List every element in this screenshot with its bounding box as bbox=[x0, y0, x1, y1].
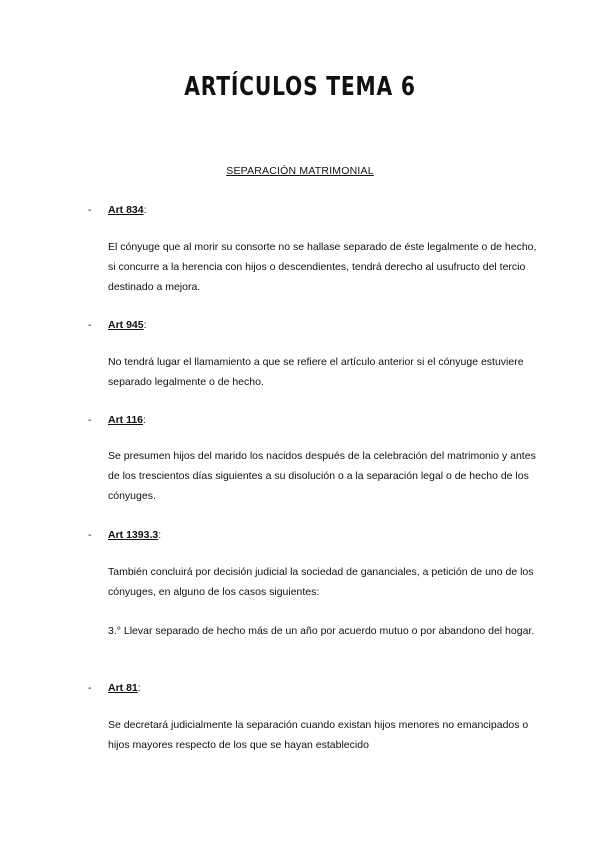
article-colon: : bbox=[143, 204, 147, 216]
article-label: Art 81 bbox=[108, 682, 138, 694]
article-label: Art 116 bbox=[108, 414, 144, 426]
article-paragraph: 3.° Llevar separado de hecho más de un año por acuerdo mutuo o por abandono del hogar. bbox=[108, 625, 535, 637]
page-title: ARTÍCULOS TEMA 6 bbox=[184, 72, 416, 102]
article-colon: : bbox=[143, 414, 146, 426]
article-paragraph: No tendrá lugar el llamamiento a que se refiere el artículo anterior si el cónyuge estuviere separado legalmente o de hecho. bbox=[108, 356, 524, 388]
article-label: Art 945 bbox=[108, 319, 144, 331]
bullet-dash: - bbox=[88, 414, 92, 426]
article-heading-1393-3 bbox=[88, 529, 161, 541]
section-subtitle: SEPARACIÓN MATRIMONIAL bbox=[226, 165, 374, 177]
article-paragraph: El cónyuge que al morir su consorte no se hallase separado de éste legalmente o de hecho, si concurre a la herencia con hijos o descendientes, tendrá derecho al usufructo del tercio destinado a mejora. bbox=[108, 241, 537, 293]
bullet-dash: - bbox=[88, 319, 92, 331]
article-paragraph: También concluirá por decisión judicial la sociedad de gananciales, a petición de uno de los cónyuges, en alguno de los casos siguientes: bbox=[108, 566, 534, 598]
article-paragraph: Se decretará judicialmente la separación cuando existan hijos menores no emancipados o hijos mayores respecto de los que se hayan establecido bbox=[108, 719, 529, 751]
article-colon: : bbox=[158, 529, 162, 541]
bullet-dash: - bbox=[88, 682, 92, 694]
article-colon: : bbox=[137, 682, 141, 694]
article-label: Art 834 bbox=[108, 204, 144, 216]
article-heading-116 bbox=[88, 414, 146, 426]
bullet-dash: - bbox=[88, 529, 92, 541]
bullet-dash: - bbox=[88, 204, 92, 216]
article-heading-834 bbox=[88, 204, 147, 216]
article-heading-81 bbox=[88, 682, 141, 694]
article-colon: : bbox=[143, 319, 147, 331]
article-paragraph: Se presumen hijos del marido los nacidos después de la celebración del matrimonio y antes de los trescientos días siguientes a su disolución o a la separación legal o de hecho de los cónyuges. bbox=[108, 450, 536, 502]
article-heading-945 bbox=[88, 319, 147, 331]
article-label: Art 1393.3 bbox=[108, 529, 159, 541]
